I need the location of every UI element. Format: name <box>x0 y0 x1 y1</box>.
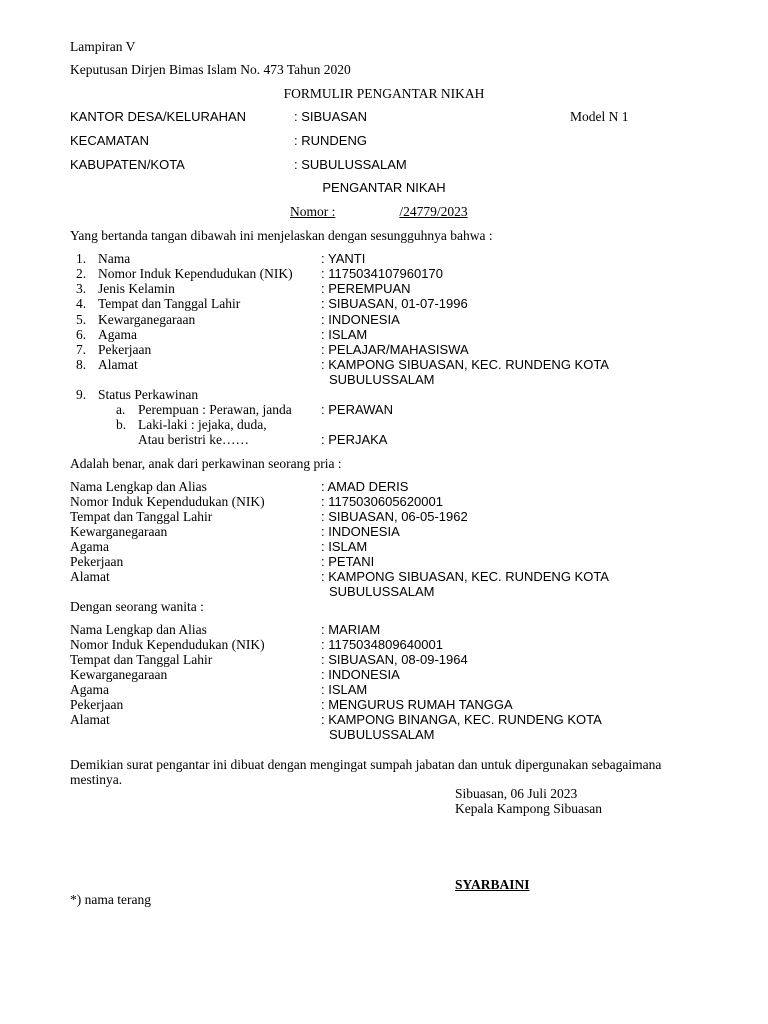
closing-text-continuation: mestinya. <box>70 772 123 787</box>
field-label: Alamat <box>70 569 110 584</box>
list-number: 5. <box>76 312 87 327</box>
field-label: Tempat dan Tanggal Lahir <box>98 296 241 311</box>
nomor-line <box>290 204 470 219</box>
field-value: : KAMPONG SIBUASAN, KEC. RUNDENG KOTA <box>321 569 609 584</box>
field-value: : PERJAKA <box>321 432 388 447</box>
field-value: : PEREMPUAN <box>321 281 411 296</box>
father-intro: Adalah benar, anak dari perkawinan seorang pria : <box>70 456 342 471</box>
field-label: Nama Lengkap dan Alias <box>70 622 207 637</box>
nomor-value: /24779/2023 <box>399 204 468 219</box>
field-value-continuation: SUBULUSSALAM <box>329 584 435 599</box>
field-value-continuation: SUBULUSSALAM <box>329 727 435 742</box>
list-number: 8. <box>76 357 87 372</box>
field-label: Pekerjaan <box>98 342 152 357</box>
signature-position: Kepala Kampong Sibuasan <box>455 801 602 816</box>
field-label: Laki-laki : jejaka, duda, <box>138 417 267 432</box>
desa-label: KANTOR DESA/KELURAHAN <box>70 109 247 124</box>
form-title: FORMULIR PENGANTAR NIKAH <box>283 86 485 101</box>
closing-text: Demikian surat pengantar ini dibuat dengan mengingat sumpah jabatan dan untuk dipergunakan sebagaimana <box>70 757 662 772</box>
field-label: Nama Lengkap dan Alias <box>70 479 207 494</box>
field-value: : MARIAM <box>321 622 381 637</box>
field-value: : KAMPONG BINANGA, KEC. RUNDENG KOTA <box>321 712 602 727</box>
kabupaten-value: : SUBULUSSALAM <box>294 157 407 172</box>
field-value: : 1175034107960170 <box>321 266 443 281</box>
field-value: : PELAJAR/MAHASISWA <box>321 342 469 357</box>
field-value: : 1175030605620001 <box>321 494 443 509</box>
field-label: Agama <box>70 539 109 554</box>
field-label: Nomor Induk Kependudukan (NIK) <box>98 266 293 281</box>
kabupaten-label: KABUPATEN/KOTA <box>70 157 185 172</box>
field-value: : ISLAM <box>321 682 368 697</box>
field-value: : AMAD DERIS <box>321 479 409 494</box>
field-label: Kewarganegaraan <box>70 667 168 682</box>
field-label: Tempat dan Tanggal Lahir <box>70 652 213 667</box>
field-label: Nomor Induk Kependudukan (NIK) <box>70 494 265 509</box>
intro-text: Yang bertanda tangan dibawah ini menjelaskan dengan sesungguhnya bahwa : <box>70 228 493 243</box>
field-value: : ISLAM <box>321 539 368 554</box>
field-label: Nama <box>98 251 131 266</box>
field-label: Pekerjaan <box>70 554 124 569</box>
field-label: Alamat <box>70 712 110 727</box>
field-value: : MENGURUS RUMAH TANGGA <box>321 697 513 712</box>
field-label: Kewarganegaraan <box>98 312 196 327</box>
field-value: : PERAWAN <box>321 402 393 417</box>
footnote: *) nama terang <box>70 892 151 907</box>
field-label: Kewarganegaraan <box>70 524 168 539</box>
sublist-letter: a. <box>116 402 126 417</box>
kecamatan-label: KECAMATAN <box>70 133 149 148</box>
field-label: Agama <box>70 682 109 697</box>
kecamatan-value: : RUNDENG <box>294 133 367 148</box>
list-number: 4. <box>76 296 87 311</box>
field-label: Alamat <box>98 357 138 372</box>
field-label-continuation: Atau beristri ke…… <box>138 432 249 447</box>
field-label: Status Perkawinan <box>98 387 199 402</box>
document-heading: PENGANTAR NIKAH <box>322 180 446 195</box>
field-value: : PETANI <box>321 554 375 569</box>
signature-place-date: Sibuasan, 06 Juli 2023 <box>455 786 578 801</box>
list-number: 9. <box>76 387 87 402</box>
field-value: : KAMPONG SIBUASAN, KEC. RUNDENG KOTA <box>321 357 609 372</box>
field-value: : SIBUASAN, 06-05-1962 <box>321 509 468 524</box>
field-value: : SIBUASAN, 08-09-1964 <box>321 652 468 667</box>
keputusan-reference: Keputusan Dirjen Bimas Islam No. 473 Tahun 2020 <box>70 62 351 77</box>
field-value: : INDONESIA <box>321 667 400 682</box>
field-label: Pekerjaan <box>70 697 124 712</box>
list-number: 7. <box>76 342 87 357</box>
sublist-letter: b. <box>116 417 127 432</box>
field-value: : YANTI <box>321 251 366 266</box>
field-value: : INDONESIA <box>321 524 400 539</box>
signatory-name: SYARBAINI <box>455 877 530 892</box>
field-value: : INDONESIA <box>321 312 400 327</box>
list-number: 3. <box>76 281 87 296</box>
model-code: Model N 1 <box>570 109 629 124</box>
field-label: Agama <box>98 327 137 342</box>
list-number: 6. <box>76 327 87 342</box>
lampiran-label: Lampiran V <box>70 39 136 54</box>
field-label: Tempat dan Tanggal Lahir <box>70 509 213 524</box>
mother-intro: Dengan seorang wanita : <box>70 599 204 614</box>
list-number: 1. <box>76 251 87 266</box>
field-label: Nomor Induk Kependudukan (NIK) <box>70 637 265 652</box>
nomor-label: Nomor : <box>290 204 336 219</box>
field-value: : 1175034809640001 <box>321 637 443 652</box>
field-value: : SIBUASAN, 01-07-1996 <box>321 296 468 311</box>
field-label: Jenis Kelamin <box>98 281 175 296</box>
field-value-continuation: SUBULUSSALAM <box>329 372 435 387</box>
desa-value: : SIBUASAN <box>294 109 367 124</box>
field-label: Perempuan : Perawan, janda <box>138 402 292 417</box>
list-number: 2. <box>76 266 87 281</box>
field-value: : ISLAM <box>321 327 368 342</box>
